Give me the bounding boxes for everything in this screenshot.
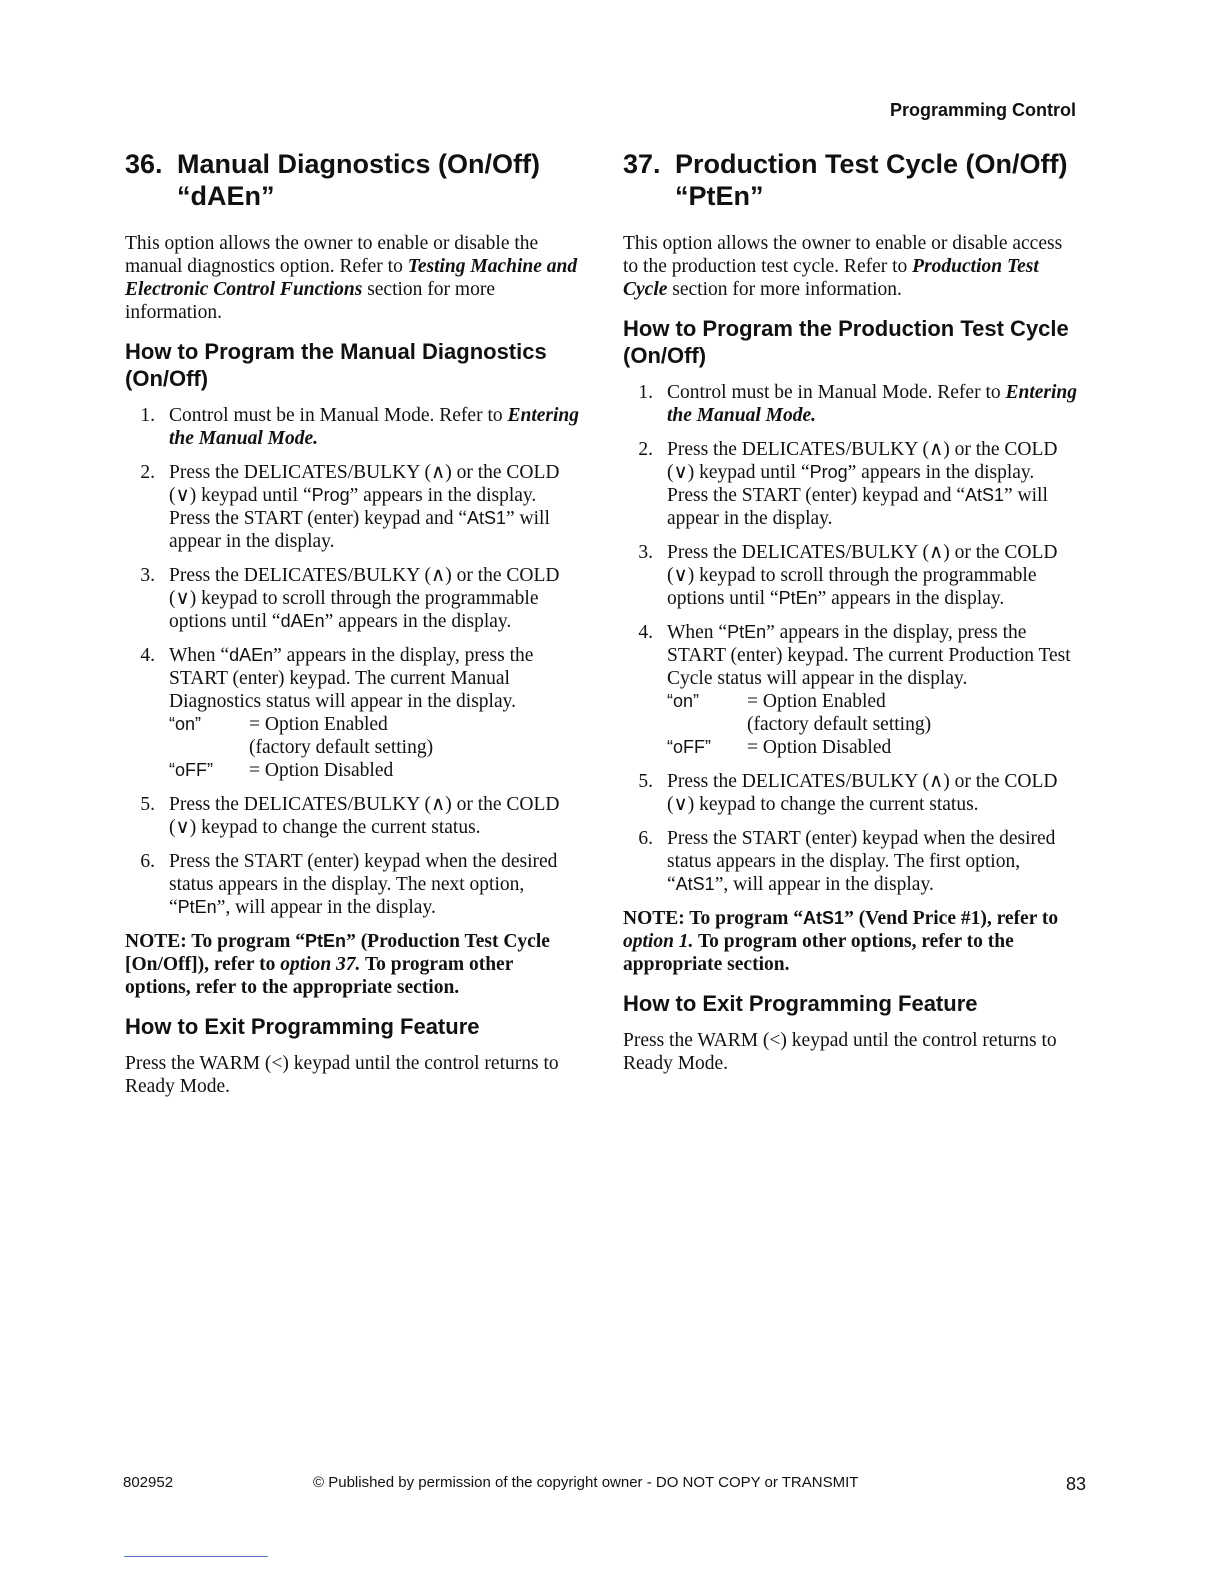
intro-paragraph: This option allows the owner to enable or disable the manual diagnostics option. Refer to Testing Machine and Electronic Control Functions section for more information. [125, 233, 578, 323]
step-item: 4. When “PtEn” appears in the display, press the START (enter) keypad. The current Production Test Cycle status will appear in the display. “on” = Option Enabled (factory default setting) “oFF” = Option Disabled [623, 621, 1078, 759]
section-37 [623, 148, 1078, 1087]
copyright-notice: © Published by permission of the copyright owner - DO NOT COPY or TRANSMIT [313, 1474, 859, 1491]
running-header: Programming Control [889, 100, 1076, 120]
intro-paragraph: This option allows the owner to enable or disable access to the production test cycle. Refer to Production Test Cycle section for more information. [623, 233, 1063, 300]
section-title-text: Manual Diagnostics (On/Off) [177, 149, 541, 179]
section-36 [125, 148, 580, 1110]
exit-paragraph: Press the WARM (<) keypad until the control returns to Ready Mode. [125, 1053, 559, 1097]
step-item: 3. Press the DELICATES/BULKY (∧) or the COLD (∨) keypad to scroll through the programmable options until “PtEn” appears in the display. [638, 542, 1058, 609]
how-to-heading: How to Program the Production Test Cycle (On/Off) [623, 316, 1069, 368]
step-item: 1. Control must be in Manual Mode. Refer to Entering the Manual Mode. [638, 382, 1078, 426]
section-number: 36. [125, 149, 163, 179]
footer-link-underline [124, 1556, 268, 1557]
option-off: “oFF” = Option Disabled [667, 737, 892, 758]
section-number: 37. [623, 149, 661, 179]
step-item: 6. Press the START (enter) keypad when the desired status appears in the display. The next option, “PtEn”, will appear in the display. [140, 851, 558, 918]
step-item: 4. When “dAEn” appears in the display, press the START (enter) keypad. The current Manual Diagnostics status will appear in the display. “on” = Option Enabled (factory default setting) “oFF” = Option Disabled [125, 644, 580, 782]
exit-heading: How to Exit Programming Feature [623, 991, 978, 1016]
cross-reference: Production Test Cycle [623, 256, 1039, 300]
exit-paragraph: Press the WARM (<) keypad until the control returns to Ready Mode. [623, 1030, 1057, 1074]
step-item: 1. Control must be in Manual Mode. Refer to Entering the Manual Mode. [140, 405, 580, 449]
step-item: 3. Press the DELICATES/BULKY (∧) or the COLD (∨) keypad to scroll through the programmable options until “dAEn” appears in the display. [140, 565, 560, 632]
option-reference: option 37. [280, 954, 361, 975]
how-to-heading: How to Program the Manual Diagnostics (On/Off) [125, 339, 547, 391]
steps-list [125, 404, 580, 919]
section-title [125, 148, 580, 212]
note: NOTE: To program “PtEn” (Production Test Cycle [On/Off]), refer to option 37. To program other options, refer to the appropriate section. [125, 931, 550, 998]
page-number: 83 [1065, 1474, 1086, 1494]
exit-heading: How to Exit Programming Feature [125, 1014, 480, 1039]
section-title [623, 148, 1078, 212]
step-item: 5. Press the DELICATES/BULKY (∧) or the COLD (∨) keypad to change the current status. [140, 794, 560, 838]
cross-reference: Testing Machine and Electronic Control Functions [125, 256, 578, 300]
step-item: 6. Press the START (enter) keypad when the desired status appears in the display. The first option, “AtS1”, will appear in the display. [638, 828, 1056, 895]
option-on: “on” = Option Enabled [667, 691, 886, 712]
step-item: 5. Press the DELICATES/BULKY (∧) or the COLD (∨) keypad to change the current status. [638, 771, 1058, 815]
option-default-note: (factory default setting) [747, 714, 932, 735]
option-on: “on” = Option Enabled [169, 714, 388, 735]
step-item: 2. Press the DELICATES/BULKY (∧) or the COLD (∨) keypad until “Prog” appears in the display. Press the START (enter) keypad and “AtS1” will appear in the display. [140, 462, 560, 552]
option-off: “oFF” = Option Disabled [169, 760, 394, 781]
steps-list [623, 381, 1078, 896]
section-code: “dAEn” [177, 181, 275, 211]
step-item: 2. Press the DELICATES/BULKY (∧) or the COLD (∨) keypad until “Prog” appears in the display. Press the START (enter) keypad and “AtS1” will appear in the display. [638, 439, 1058, 529]
document-number: 802952 [123, 1474, 174, 1491]
note: NOTE: To program “AtS1” (Vend Price #1), refer to option 1. To program other options, refer to the appropriate section. [623, 908, 1059, 975]
section-code: “PtEn” [675, 181, 764, 211]
section-title-text: Production Test Cycle (On/Off) [675, 149, 1068, 179]
option-reference: option 1. [623, 931, 694, 952]
option-default-note: (factory default setting) [249, 737, 434, 758]
